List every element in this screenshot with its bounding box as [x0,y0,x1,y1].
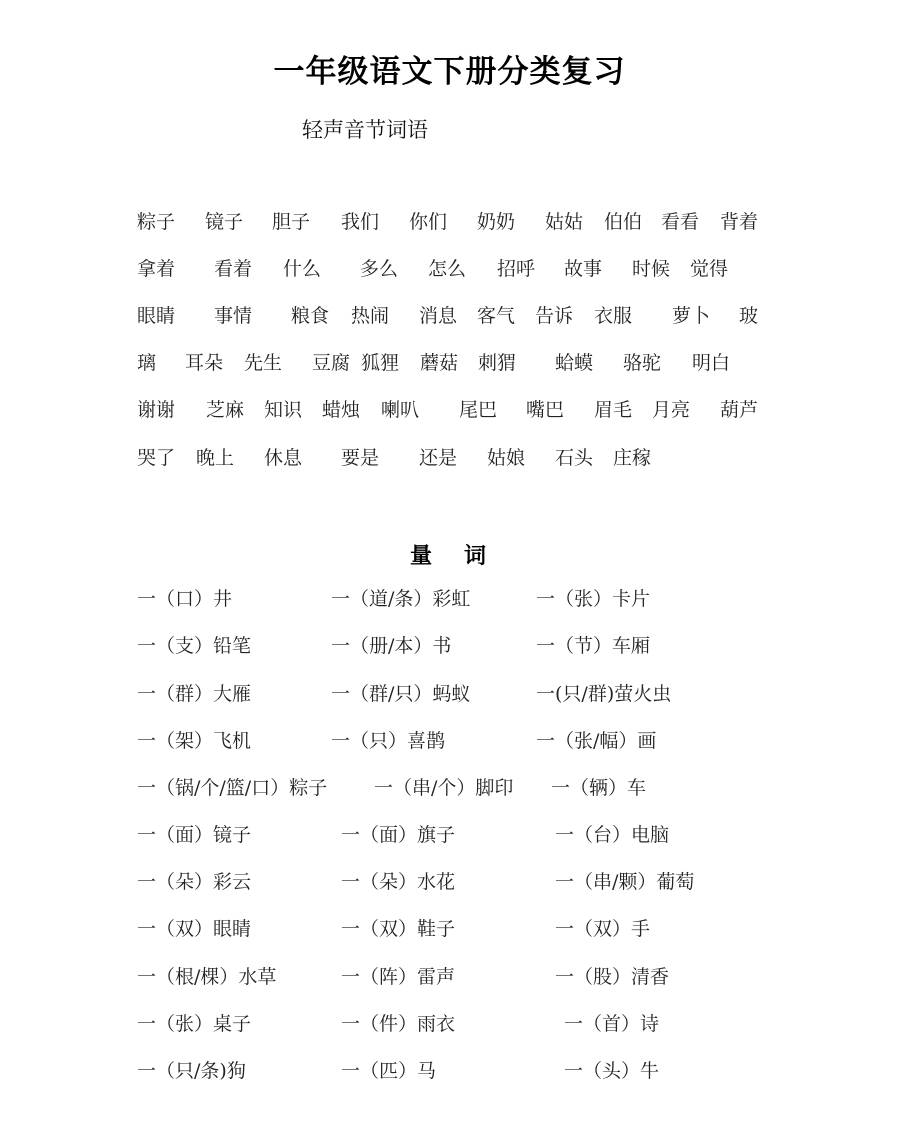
vocab-word: 背着 [720,211,759,233]
measure-word-entry: 一（件）雨衣 [341,1013,456,1035]
vocab-word: 蛤蟆 [555,352,594,374]
vocab-word: 先生 [244,352,283,374]
measure-word-entry: 一（朵）水花 [341,871,456,893]
measure-word-entry: 一（台）电脑 [555,824,670,846]
measure-word-entry: 一(只/群)萤火虫 [536,683,672,705]
vocab-word: 看着 [214,258,253,280]
measure-word-entry: 一（册/本）书 [331,635,452,657]
vocab-word: 芝麻 [206,399,245,421]
vocab-word: 故事 [564,258,603,280]
vocab-word: 眼睛 [137,305,176,327]
vocab-word: 嘴巴 [526,399,565,421]
vocab-word: 狐狸 [361,352,400,374]
vocab-word: 豆腐 [312,352,351,374]
vocab-word: 告诉 [535,305,574,327]
vocab-word: 看看 [661,211,700,233]
measure-word-entry: 一（张）桌子 [137,1013,252,1035]
vocab-word: 衣服 [594,305,633,327]
section-heading-measure-words: 量词 [410,544,519,569]
vocab-word: 庄稼 [613,447,652,469]
vocab-word: 还是 [419,447,458,469]
measure-word-entry: 一（头）牛 [564,1060,660,1082]
section-heading-qingsheng: 轻声音节词语 [302,118,428,142]
vocab-word: 玻 [739,305,759,327]
vocab-word: 耳朵 [185,352,224,374]
vocab-word: 休息 [264,447,303,469]
measure-word-entry: 一（口）井 [137,588,233,610]
vocab-word: 我们 [341,211,380,233]
measure-word-entry: 一（串/颗）葡萄 [555,871,695,893]
measure-word-entry: 一（双）眼睛 [137,918,252,940]
measure-word-entry: 一（锅/个/篮/口）粽子 [137,777,328,799]
vocab-word: 萝卜 [672,305,711,327]
vocab-word: 热闹 [351,305,390,327]
vocab-word: 葫芦 [720,399,759,421]
measure-word-entry: 一（张/幅）画 [536,730,657,752]
measure-word-entry: 一（根/棵）水草 [137,966,277,988]
vocab-word: 要是 [341,447,380,469]
vocab-word: 消息 [419,305,458,327]
measure-word-entry: 一（群/只）蚂蚁 [331,683,471,705]
vocab-word: 怎么 [428,258,467,280]
vocab-word: 客气 [477,305,516,327]
measure-word-entry: 一（匹）马 [341,1060,437,1082]
vocab-word: 蜡烛 [322,399,361,421]
vocab-word: 璃 [137,352,157,374]
measure-word-entry: 一（节）车厢 [536,635,651,657]
vocab-word: 尾巴 [459,399,498,421]
vocab-word: 蘑菇 [420,352,459,374]
vocab-word: 石头 [555,447,594,469]
vocab-word: 骆驼 [623,352,662,374]
vocab-word: 眉毛 [594,399,633,421]
vocab-word: 伯伯 [604,211,643,233]
measure-word-entry: 一（道/条）彩虹 [331,588,471,610]
measure-word-entry: 一（阵）雷声 [341,966,456,988]
vocab-word: 时候 [632,258,671,280]
measure-word-entry: 一（面）镜子 [137,824,252,846]
measure-word-entry: 一（双）鞋子 [341,918,456,940]
measure-word-entry: 一（支）铅笔 [137,635,252,657]
vocab-word: 姑娘 [487,447,526,469]
vocab-word: 什么 [283,258,322,280]
vocab-word: 刺猬 [478,352,517,374]
measure-word-entry: 一（群）大雁 [137,683,252,705]
vocab-word: 明白 [692,352,731,374]
vocab-word: 谢谢 [137,399,176,421]
vocab-word: 粮食 [291,305,330,327]
page-title: 一年级语文下册分类复习 [273,54,626,90]
vocab-word: 姑姑 [545,211,584,233]
vocab-word: 拿着 [137,258,176,280]
measure-word-entry: 一（面）旗子 [341,824,456,846]
vocab-word: 知识 [264,399,303,421]
vocab-word: 月亮 [652,399,691,421]
vocab-word: 胆子 [272,211,311,233]
measure-word-entry: 一（串/个）脚印 [374,777,514,799]
measure-word-entry: 一（股）清香 [555,966,670,988]
measure-word-entry: 一（首）诗 [564,1013,660,1035]
vocab-word: 觉得 [690,258,729,280]
measure-word-entry: 一（双）手 [555,918,651,940]
vocab-word: 奶奶 [477,211,516,233]
vocab-word: 镜子 [205,211,244,233]
measure-word-entry: 一（张）卡片 [536,588,651,610]
vocab-word: 粽子 [137,211,176,233]
measure-word-entry: 一（只）喜鹊 [331,730,446,752]
measure-word-entry: 一（辆）车 [551,777,647,799]
vocab-word: 哭了 [137,447,176,469]
vocab-word: 喇叭 [381,399,420,421]
vocab-word: 你们 [409,211,448,233]
vocab-word: 事情 [214,305,253,327]
vocab-word: 招呼 [497,258,536,280]
vocab-word: 晚上 [196,447,235,469]
vocab-word: 多么 [360,258,399,280]
measure-word-entry: 一（朵）彩云 [137,871,252,893]
measure-word-entry: 一（只/条)狗 [137,1060,246,1082]
measure-word-entry: 一（架）飞机 [137,730,252,752]
